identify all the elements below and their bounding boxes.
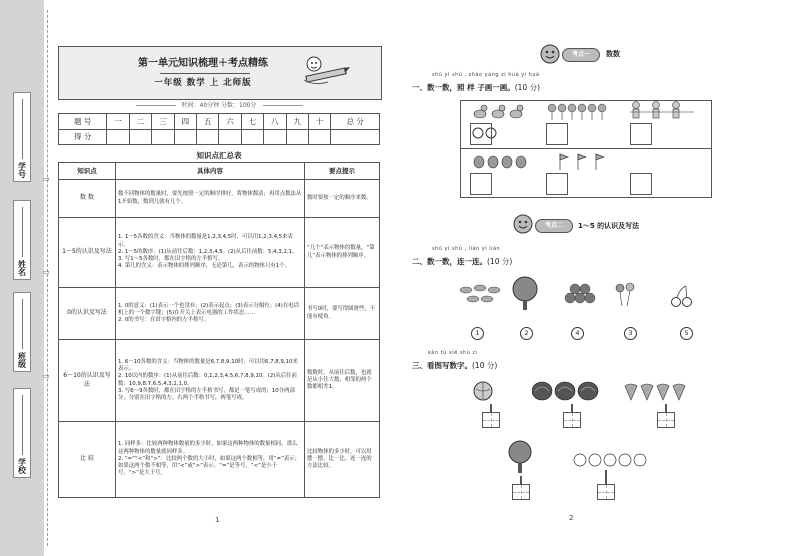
children-icon bbox=[626, 100, 698, 124]
knowledge-content: 1. 1～5各数的含义：当物体的数量是1,2,3,4,5时，可以用1,2,3,4,5来表示。 2. 1～5的数序：(1)从前往后数：1,2,3,4,5。(2)从后往前数：5,4,3,2,1。 3. 写1～5各数时，都在田字格的左半格写。 4. 第几的含义：表示物体的排列顺序，无论第几，表示的物体只有1个。 bbox=[116, 218, 305, 288]
table-row bbox=[59, 180, 380, 218]
knowledge-content: 1. 0的意义：(1)表示一个也没有；(2)表示起点；(3)表示分隔位；(4)在电话机上的一个数字键；(5)在开关上表示电器的工作状态…… 2. 0的书写：在田字格内的左半格写。 bbox=[116, 288, 305, 340]
pencil-ribbon-icon bbox=[298, 50, 350, 90]
pinyin-q1: shǔ yì shǔ , zhào yàng zi huà yi huà bbox=[432, 72, 540, 78]
score-entry[interactable] bbox=[308, 129, 330, 145]
cut-line bbox=[47, 10, 48, 546]
margin-field-student-id[interactable] bbox=[13, 92, 31, 182]
connector bbox=[520, 476, 522, 484]
score-entry[interactable] bbox=[152, 129, 174, 145]
score-entry[interactable] bbox=[241, 129, 263, 145]
answer-bracket[interactable] bbox=[630, 173, 652, 195]
score-entry-row bbox=[59, 129, 380, 145]
number-circle[interactable]: 1 bbox=[471, 327, 484, 340]
knowledge-tip: “几个”表示物体的数量，“第几”表示物体的排列顺序。 bbox=[305, 218, 380, 288]
knowledge-tip: 书写0时，要写得圆滑些，不能有棱角。 bbox=[305, 288, 380, 340]
question-3-heading: 三、看图写数字。(10 分) bbox=[412, 361, 498, 370]
table-row bbox=[59, 288, 380, 340]
circle-example-icon bbox=[472, 126, 502, 140]
score-cell: 七 bbox=[241, 114, 263, 130]
knowledge-point: 6～10的认识及写法 bbox=[59, 340, 116, 422]
birds-icon bbox=[458, 280, 502, 306]
knowledge-point: 1～5的认识及写法 bbox=[59, 218, 116, 288]
score-cell: 八 bbox=[264, 114, 286, 130]
lollipops-icon bbox=[614, 280, 638, 308]
knowledge-header-row bbox=[59, 163, 380, 180]
knowledge-point: 比 较 bbox=[59, 422, 116, 498]
cherries-icon bbox=[670, 284, 694, 308]
watermelons-icon bbox=[532, 380, 600, 402]
topic-badge-2: 考点二 bbox=[535, 219, 573, 233]
cut-mark-icon: ▭ bbox=[43, 175, 50, 183]
score-entry[interactable] bbox=[264, 129, 286, 145]
header-knowledge-point: 知识点 bbox=[59, 163, 116, 180]
margin-field-name[interactable] bbox=[13, 200, 31, 280]
margin-label-student-id: 学号 bbox=[17, 162, 27, 178]
knowledge-content: 1. 6～10各数的含义：当物体的数量是6,7,8,9,10时，可以用6,7,8,9,10来表示。 2. 10以内的数序：(1)从前往后数：0,1,2,3,4,5,6,7,8,9,10。(2)从后往前数：10,9,8,7,6,5,4,3,2,1,0。 3. 写6～9各数时，都在田字格的左半格书写，都是一笔写成的；10分两部分，分别在田字格的左、右两个半格书写，两笔写成。 bbox=[116, 340, 305, 422]
header-tips: 要点提示 bbox=[305, 163, 380, 180]
question-1-heading: 一、数一数，照 样 子画一画。(10 分) bbox=[412, 83, 541, 92]
score-cell: 得 分 bbox=[59, 129, 107, 145]
score-cell: 一 bbox=[107, 114, 129, 130]
connector bbox=[571, 404, 573, 412]
score-cell: 题 号 bbox=[59, 114, 107, 130]
table-row bbox=[59, 422, 380, 498]
flags-icon bbox=[552, 150, 612, 172]
connector bbox=[605, 470, 607, 484]
score-entry[interactable] bbox=[286, 129, 308, 145]
knowledge-content: 1. 同样多：比较两种物体数量的多少时，如果这两种物体的数量相同，那么这两种物体的数量就同样多。 2. “=”“<”和“>”：比较两个数的大小时，如果这两个数相等，用“=”表示；如果这两个数不相等，用“<”或“>”表示。“=”是等号，“<”是小于号，“>”是大于号。 bbox=[116, 422, 305, 498]
q1-row-divider bbox=[460, 148, 712, 149]
smiley-face-icon bbox=[513, 214, 533, 234]
knowledge-point: 0的认识及写法 bbox=[59, 288, 116, 340]
score-entry[interactable] bbox=[107, 129, 129, 145]
unit-subtitle: 一年级 数学 上 北师版 bbox=[154, 78, 252, 88]
tree-icon bbox=[505, 440, 535, 474]
score-table bbox=[58, 113, 380, 145]
answer-bracket[interactable] bbox=[630, 123, 652, 145]
topic-badge-1: 考点一 bbox=[562, 48, 600, 62]
page-number-left: 1 bbox=[215, 516, 220, 524]
connector bbox=[490, 404, 492, 412]
score-header-row bbox=[59, 114, 380, 130]
answer-bracket[interactable] bbox=[470, 173, 492, 195]
score-cell: 九 bbox=[286, 114, 308, 130]
number-circle[interactable]: 3 bbox=[624, 327, 637, 340]
score-cell: 五 bbox=[197, 114, 219, 130]
score-cell: 三 bbox=[152, 114, 174, 130]
cut-mark-icon: ▭ bbox=[43, 372, 50, 380]
fruit-bunch-icon bbox=[562, 278, 598, 308]
frogs-icon bbox=[472, 150, 532, 172]
knowledge-table bbox=[58, 162, 380, 498]
topic-name-1: 数数 bbox=[606, 50, 620, 58]
writing-grid[interactable] bbox=[482, 412, 500, 428]
margin-field-school[interactable] bbox=[13, 388, 31, 478]
writing-grid[interactable] bbox=[597, 484, 615, 500]
score-cell: 二 bbox=[129, 114, 151, 130]
header-content: 具体内容 bbox=[116, 163, 305, 180]
number-circle[interactable]: 4 bbox=[571, 327, 584, 340]
strawberries-icon bbox=[622, 380, 688, 402]
tree-icon bbox=[508, 276, 542, 310]
unit-title: 第一单元知识梳理＋考点精练 bbox=[138, 58, 268, 69]
ducks-icon bbox=[472, 100, 526, 122]
knowledge-tip: 数时要按一定的顺序来数。 bbox=[305, 180, 380, 218]
flowers-icon bbox=[546, 100, 616, 122]
score-cell: 十 bbox=[308, 114, 330, 130]
margin-label-school: 学校 bbox=[17, 458, 27, 474]
margin-field-class[interactable] bbox=[13, 292, 31, 372]
score-entry[interactable] bbox=[129, 129, 151, 145]
number-circle[interactable]: 2 bbox=[520, 327, 533, 340]
score-cell: 六 bbox=[219, 114, 241, 130]
table-row bbox=[59, 340, 380, 422]
margin-label-name: 姓名 bbox=[17, 260, 27, 276]
page-number-right: 2 bbox=[569, 514, 574, 522]
score-entry[interactable] bbox=[174, 129, 196, 145]
pinyin-q3: kàn tú xiě shù zì bbox=[428, 350, 478, 356]
number-circle[interactable]: 5 bbox=[680, 327, 693, 340]
cabbage-icon bbox=[472, 380, 494, 402]
writing-grid[interactable] bbox=[563, 412, 581, 428]
connector bbox=[665, 404, 667, 412]
pinyin-q2: shǔ yì shǔ , lián yi lián bbox=[432, 246, 501, 252]
knowledge-content: 数不同物体的数量时，要先按照一定的顺序排好，将物体数清；再用点数法从1开始数，数到几就有几个。 bbox=[116, 180, 305, 218]
summary-title: 知识点汇总表 bbox=[196, 151, 242, 160]
knowledge-tip: 数数时，从前往后数，也就是从小往大数，相邻的两个数都相差1。 bbox=[305, 340, 380, 422]
score-cell: 总 分 bbox=[331, 114, 380, 130]
knowledge-point: 数 数 bbox=[59, 180, 116, 218]
table-row bbox=[59, 218, 380, 288]
answer-bracket[interactable] bbox=[546, 173, 568, 195]
cut-mark-icon: ▭ bbox=[43, 268, 50, 276]
score-entry[interactable] bbox=[219, 129, 241, 145]
oranges-icon bbox=[572, 452, 656, 468]
score-entry[interactable] bbox=[331, 129, 380, 145]
writing-grid[interactable] bbox=[512, 484, 530, 500]
title-divider bbox=[160, 73, 250, 74]
score-cell: 四 bbox=[174, 114, 196, 130]
question-2-heading: 二、数一数，连一连。(10 分) bbox=[412, 257, 513, 266]
margin-label-class: 班级 bbox=[17, 352, 27, 368]
smiley-face-icon bbox=[540, 44, 560, 64]
time-score-info: 时间：40分钟 分数：100分 bbox=[58, 100, 380, 109]
writing-grid[interactable] bbox=[657, 412, 675, 428]
score-entry[interactable] bbox=[197, 129, 219, 145]
knowledge-tip: 比较物体的多少时，可以用摆一摆、比一比、连一连的方法比较。 bbox=[305, 422, 380, 498]
topic-name-2: 1～5 的认识及写法 bbox=[578, 222, 640, 230]
answer-bracket[interactable] bbox=[546, 123, 568, 145]
